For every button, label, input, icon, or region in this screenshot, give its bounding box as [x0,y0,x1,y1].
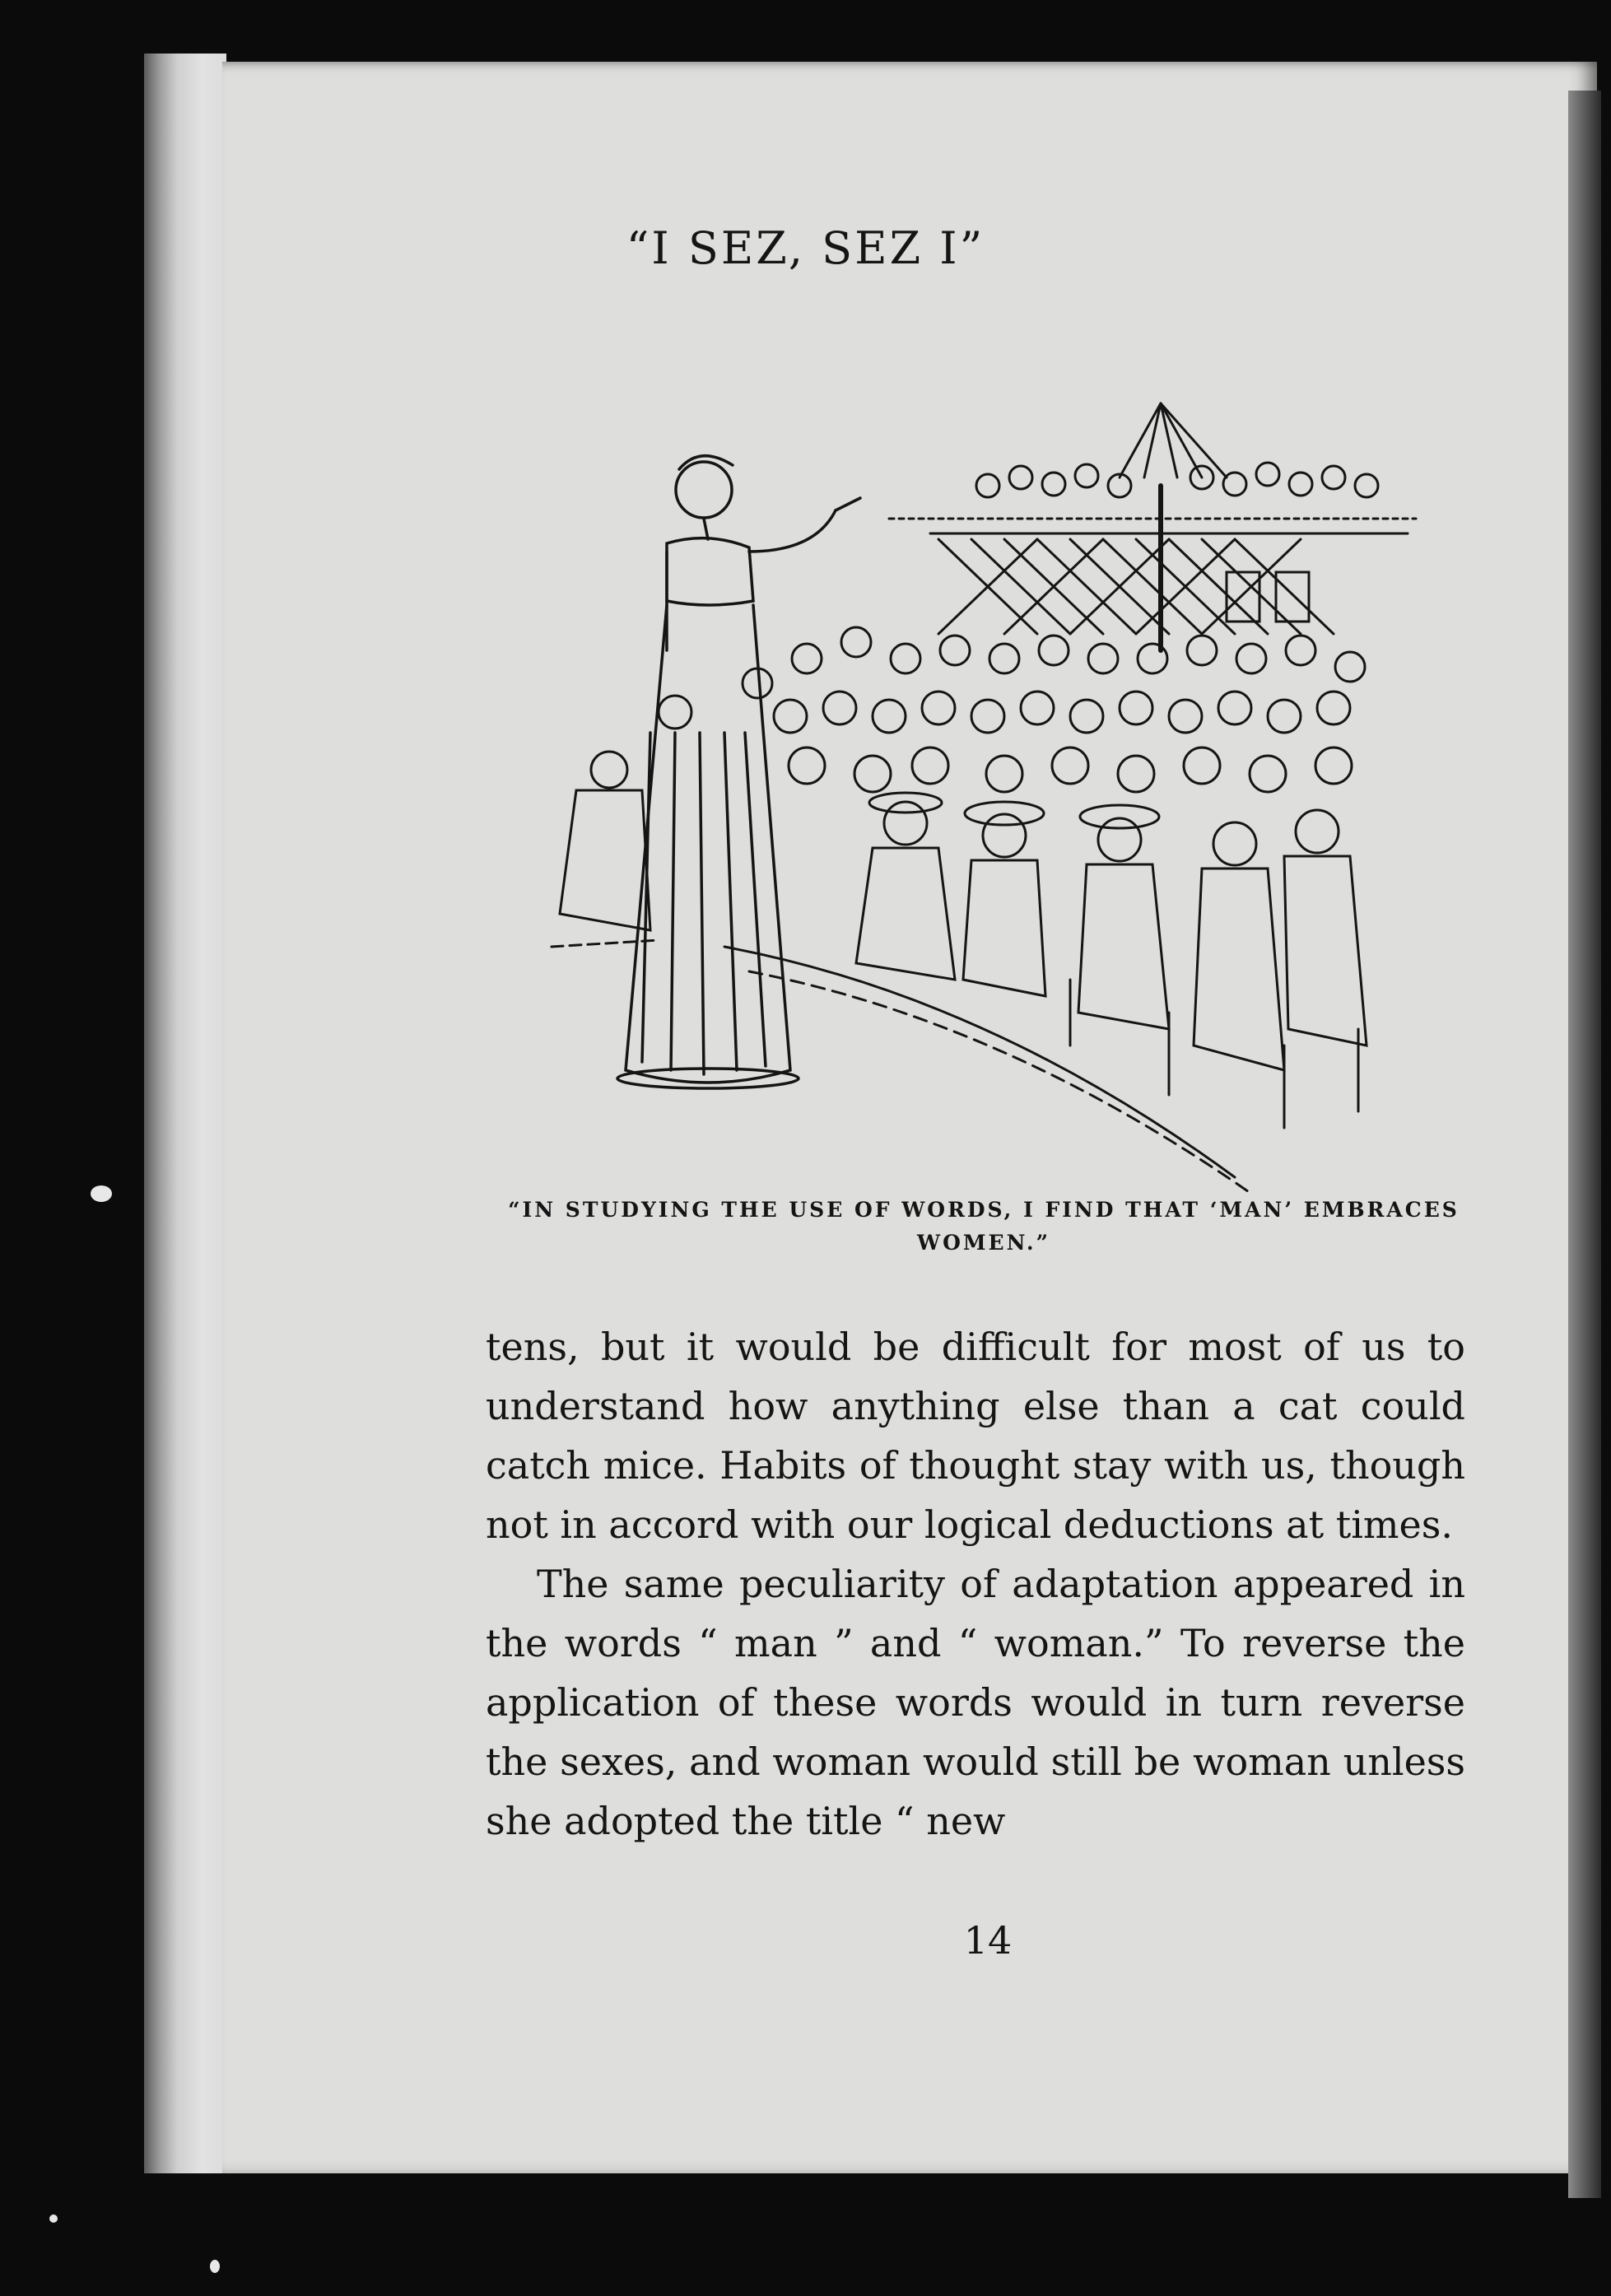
audience-crowd [591,627,1365,865]
balcony-underside-hatching [938,539,1334,634]
caption-line-1: “IN STUDYING THE USE OF WORDS, I FIND THAT ‘MAN’ EMBRACES [508,1198,1460,1222]
outstretched-arm [749,510,836,552]
hat [1080,805,1159,828]
scan-speck [210,2260,220,2273]
illustration-caption [477,1194,1490,1260]
running-head: “I SEZ, SEZ I” [626,222,985,274]
page-number: 14 [963,1918,1013,1963]
stage-curve-inner [724,947,1235,1177]
balcony-bunting [1120,403,1227,477]
chair-legs [1070,980,1358,1128]
caption-line-2: WOMEN.” [917,1231,1050,1255]
page-right-edge-shadow [1568,91,1601,2198]
body-text [486,1317,1465,1851]
paragraph-2: The same peculiarity of adaptation appeared in the words “ man ” and “ woman.” To reverse the application of these words would in turn reverse the sexes, and woman would still be woman unless she adopted the title “ new [486,1562,1465,1843]
scan-speck [91,1185,112,1202]
speaker-audience-illustration [543,387,1432,1202]
scan-speck [49,2214,58,2223]
stage-curve [749,971,1251,1194]
audience-bodies [560,790,1367,1070]
balcony-crowd [976,463,1378,497]
book-spine-edge [144,54,226,2173]
stage-edge [552,940,659,947]
paragraph-1: tens, but it would be difficult for most of us to understand how anything else than a cat could catch mice. Habits of thought stay with us, though not in accord with our logical deductions at times. [486,1325,1465,1547]
